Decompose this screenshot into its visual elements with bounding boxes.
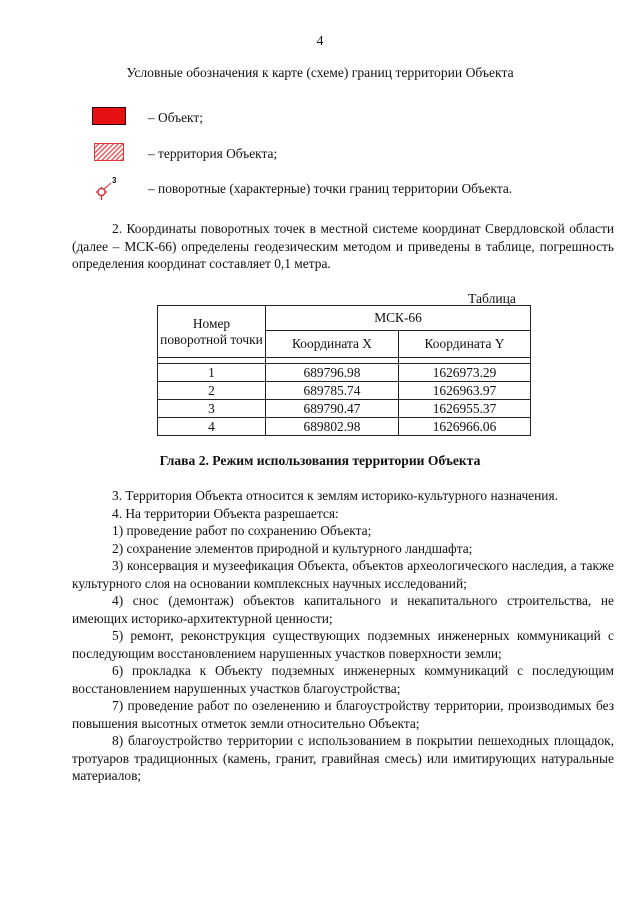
table-row	[158, 418, 531, 436]
legend-text-object: – Объект;	[148, 110, 203, 125]
coordinates-table	[157, 305, 531, 436]
cell-point-number: 4	[158, 418, 266, 436]
cell-point-number: 1	[158, 364, 266, 382]
header-point-number: Номер поворотной точки	[158, 306, 266, 358]
table-row	[158, 400, 531, 418]
list-item: 2) сохранение элементов природной и культурного ландшафта;	[112, 540, 473, 556]
legend-item-turning-points	[90, 177, 590, 201]
marker-label: 3	[112, 176, 117, 185]
paragraph-coordinates	[72, 220, 614, 273]
cell-coordinate-x: 689802.98	[266, 418, 399, 436]
header-msk66: МСК-66	[266, 306, 531, 331]
list-item: 5) ремонт, реконструкция существующих подземных инженерных коммуникаций с последующим восстановлением нарушенных участков поверхности земли;	[72, 628, 614, 661]
chapter-title: Глава 2. Режим использования территории Объекта	[159, 453, 481, 468]
table-caption: Таблица	[468, 291, 516, 306]
cell-coordinate-y: 1626955.37	[399, 400, 531, 418]
cell-coordinate-x: 689785.74	[266, 382, 399, 400]
legend-text-territory: – территория Объекта;	[148, 146, 278, 161]
list-item: 1) проведение работ по сохранению Объекта;	[112, 523, 372, 538]
header-coordinate-x: Координата X	[266, 331, 399, 358]
red-hatched-rectangle-icon	[90, 142, 130, 166]
list-item: 6) прокладка к Объекту подземных инженерных коммуникаций с последующим восстановлением нарушенных участков благоустройства;	[72, 663, 614, 696]
cell-coordinate-y: 1626966.06	[399, 418, 531, 436]
table-row	[158, 364, 531, 382]
red-filled-rectangle-icon	[90, 106, 130, 130]
chapter-body	[72, 487, 614, 785]
cell-coordinate-y: 1626973.29	[399, 364, 531, 382]
paragraph-3: 3. Территория Объекта относится к землям историко-культурного назначения.	[112, 488, 558, 503]
list-item: 3) консервация и музеефикация Объекта, объектов археологического наследия, а также культурного слоя на основании комплексных научных исследований;	[72, 558, 614, 591]
list-item: 4) снос (демонтаж) объектов капитального и некапитального строительства, не имеющих историко-архитектурной ценности;	[72, 593, 614, 626]
table-row	[158, 382, 531, 400]
turning-point-marker-icon	[90, 177, 130, 201]
cell-coordinate-x: 689790.47	[266, 400, 399, 418]
list-item: 7) проведение работ по озеленению и благоустройству территории, производимых без повышения высотных отметок земли относительно Объекта;	[72, 698, 614, 731]
list-item: 8) благоустройство территории с использованием в покрытии пешеходных площадок, тротуаров традиционных (камень, гранит, гравийная смесь) или имитирующих натуральные материалов;	[72, 733, 614, 783]
cell-point-number: 2	[158, 382, 266, 400]
cell-point-number: 3	[158, 400, 266, 418]
legend-title: Условные обозначения к карте (схеме) границ территории Объекта	[126, 65, 514, 80]
paragraph-2: 2. Координаты поворотных точек в местной системе координат Свердловской области (далее – МСК-66) определены геодезическим методом и приведены в таблице, погрешность определения координат составляет 0,1 метра.	[72, 221, 614, 271]
legend-text-turning-points: – поворотные (характерные) точки границ территории Объекта.	[148, 181, 513, 196]
header-coordinate-y: Координата Y	[399, 331, 531, 358]
cell-coordinate-x: 689796.98	[266, 364, 399, 382]
page-number: 4	[316, 34, 324, 49]
paragraph-4: 4. На территории Объекта разрешается:	[112, 505, 339, 521]
cell-coordinate-y: 1626963.97	[399, 382, 531, 400]
